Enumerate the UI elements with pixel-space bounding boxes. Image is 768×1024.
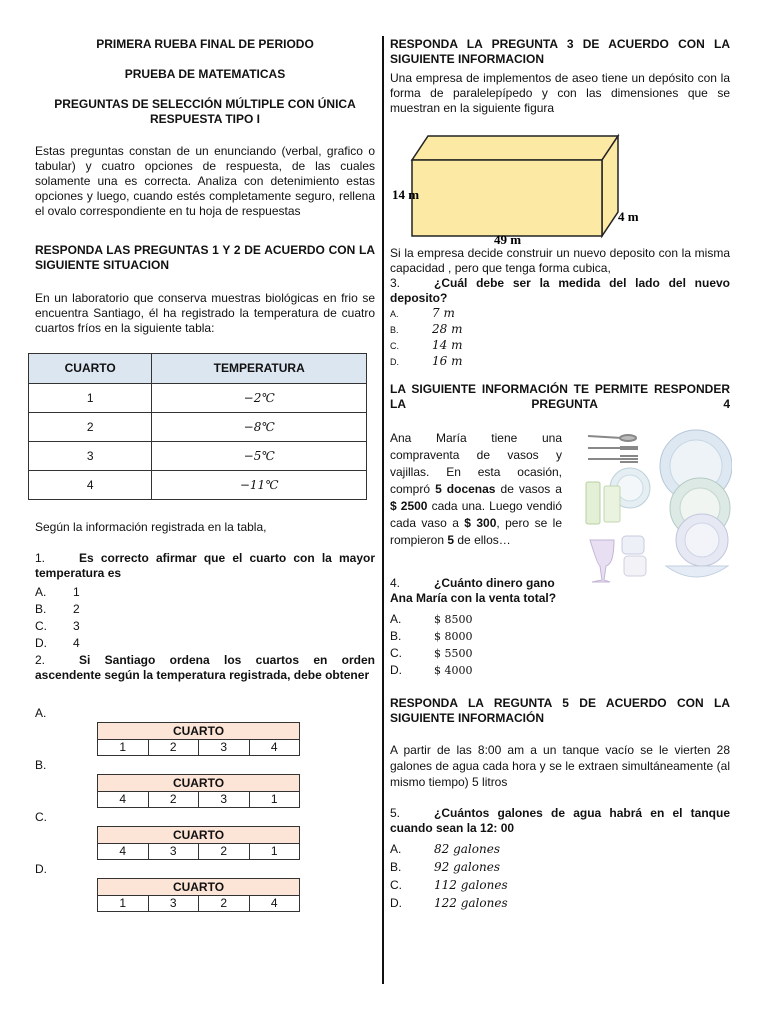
option-b-table[interactable] (97, 774, 300, 808)
option-a-letter[interactable]: A. (35, 706, 47, 720)
mini-table-cell: 2 (148, 792, 199, 808)
section-3-heading: RESPONDA LA PREGUNTA 3 DE ACUERDO CON LA SIGUIENTE INFORMACION (390, 37, 730, 66)
mini-table-cell: 3 (148, 844, 199, 860)
question-4-text: ¿Cuánto dinero gano Ana María con la venta total? (390, 576, 557, 605)
mini-table-cell: 1 (98, 740, 149, 756)
box-top-face (412, 136, 618, 160)
question-1 (35, 551, 375, 581)
option-c-table[interactable] (97, 826, 300, 860)
table-header-cuarto: CUARTO (29, 354, 152, 384)
option-d[interactable]: D. $ 4000 (390, 663, 473, 677)
subject-title: PRUEBA DE MATEMATICAS (124, 67, 286, 81)
option-b[interactable]: B. $ 8000 (390, 629, 473, 643)
option-b[interactable]: B. 28 m (390, 322, 463, 336)
option-d[interactable]: D. 122 galones (390, 896, 508, 910)
option-b-letter[interactable]: B. (35, 758, 47, 772)
cell-temperature: −8℃ (152, 413, 367, 442)
option-a[interactable]: A. 7 m (390, 306, 455, 320)
mini-table-cell: 1 (249, 792, 300, 808)
width-label: 49 m (494, 232, 522, 247)
option-d[interactable]: D. 4 (35, 636, 80, 650)
option-a-table[interactable] (97, 722, 300, 756)
question-1-number: 1. (35, 551, 46, 565)
option-d[interactable]: D. 16 m (390, 354, 463, 368)
question-5 (390, 806, 730, 836)
question-2-text: Si Santiago ordena los cuartos en orden ascendente según la temperatura registrada, debe obtener (35, 653, 375, 682)
question-3-number: 3. (390, 276, 401, 290)
mini-table-header: CUARTO (98, 879, 300, 896)
question-2-number: 2. (35, 653, 46, 667)
mini-table-cell: 2 (148, 740, 199, 756)
question-4-context: Ana María tiene una compraventa de vasos y vajillas. En esta ocasión, compró 5 docenas de vasos a $ 2500 cada una. Luego vendió cada vaso a $ 300, pero se le rompieron 5 de ellos… (390, 431, 563, 547)
mini-table-header: CUARTO (98, 723, 300, 740)
table-row (29, 413, 367, 442)
mini-table-cell: 4 (98, 844, 149, 860)
option-c[interactable]: C. 112 galones (390, 878, 508, 892)
mini-table-cell: 2 (199, 896, 250, 912)
situation-paragraph: En un laboratorio que conserva muestras biológicas en frio se encuentra Santiago, él ha registrado la temperatura de cuatro cuartos fríos en la siguiente tabla: (35, 291, 375, 335)
box-figure (390, 126, 650, 248)
cell-temperature: −2℃ (152, 384, 367, 413)
question-type-title: PREGUNTAS DE SELECCIÓN MÚLTIPLE CON ÚNICA RESPUESTA TIPO I (54, 97, 356, 126)
option-b[interactable]: B. 92 galones (390, 860, 500, 874)
exam-title: PRIMERA RUEBA FINAL DE PERIODO (96, 37, 314, 51)
mini-table-header: CUARTO (98, 827, 300, 844)
question-5-context: A partir de las 8:00 am a un tanque vacío se le vierten 28 galones de agua cada hora y se le extraen simultáneamente (al mismo tiempo) 5 litros (390, 743, 730, 789)
temperature-table (28, 353, 367, 500)
option-a[interactable]: A. 1 (35, 585, 80, 599)
option-c-letter[interactable]: C. (35, 810, 47, 824)
option-c[interactable]: C. 14 m (390, 338, 463, 352)
mini-table-cell: 1 (249, 844, 300, 860)
option-d-letter[interactable]: D. (35, 862, 47, 876)
mini-table-cell: 4 (249, 740, 300, 756)
option-a[interactable]: A. 82 galones (390, 842, 500, 856)
question-3-after: Si la empresa decide construir un nuevo deposito con la misma capacidad , pero que tenga forma cubica, (390, 246, 730, 275)
cell-cuarto: 2 (29, 413, 152, 442)
column-divider (382, 36, 384, 984)
cell-temperature: −5℃ (152, 442, 367, 471)
mini-table-cell: 3 (148, 896, 199, 912)
option-c[interactable]: C. 3 (35, 619, 80, 633)
mini-table-cell: 1 (98, 896, 149, 912)
cell-cuarto: 1 (29, 384, 152, 413)
mini-table-cell: 2 (199, 844, 250, 860)
question-2 (35, 653, 375, 683)
option-d-table[interactable] (97, 878, 300, 912)
table-header-temperatura: TEMPERATURA (152, 354, 367, 384)
table-row (29, 471, 367, 500)
instructions-paragraph: Estas preguntas constan de un enunciando (verbal, grafico o tabular) y cuatro opciones de respuesta, de las cuales solamente una es correcta. Analiza con detenimiento estas opciones y luego, cuando estés completamente seguro, rellena el ovalo correspondiente en tu hoja de respuestas (35, 144, 375, 218)
depth-label: 4 m (618, 209, 639, 224)
question-5-number: 5. (390, 806, 401, 820)
mini-table-header: CUARTO (98, 775, 300, 792)
tableware-illustration (584, 428, 732, 588)
mini-table-cell: 3 (199, 792, 250, 808)
mini-table-cell: 3 (199, 740, 250, 756)
option-c[interactable]: C. $ 5500 (390, 646, 473, 660)
option-a[interactable]: A. $ 8500 (390, 612, 473, 626)
question-5-text: ¿Cuántos galones de agua habrá en el tanque cuando sean la 12: 00 (390, 806, 730, 835)
question-3 (390, 276, 730, 306)
cutlery-icon (588, 435, 638, 462)
table-row (29, 442, 367, 471)
question-3-context: Una empresa de implementos de aseo tiene un depósito con la forma de paralelepípedo y con las dimensiones que se muestran en la siguiente figura (390, 71, 730, 115)
cell-cuarto: 4 (29, 471, 152, 500)
section-1-heading: RESPONDA LAS PREGUNTAS 1 Y 2 DE ACUERDO CON LA SIGUIENTE SITUACION (35, 243, 375, 272)
box-front-face (412, 160, 602, 236)
mini-table-cell: 4 (249, 896, 300, 912)
cell-cuarto: 3 (29, 442, 152, 471)
question-4 (390, 576, 580, 606)
mini-table-cell: 4 (98, 792, 149, 808)
question-1-text: Es correcto afirmar que el cuarto con la mayor temperatura es (35, 551, 375, 580)
question-3-text: ¿Cuál debe ser la medida del lado del nuevo deposito? (390, 276, 730, 305)
table-row (29, 384, 367, 413)
cell-temperature: −11℃ (152, 471, 367, 500)
section-4-heading: LA SIGUIENTE INFORMACIÓN TE PERMITE RESPONDER LA PREGUNTA 4 (390, 382, 730, 411)
height-label: 14 m (392, 187, 420, 202)
after-table-text: Según la información registrada en la tabla, (35, 520, 267, 534)
option-b[interactable]: B. 2 (35, 602, 80, 616)
question-4-number: 4. (390, 576, 401, 590)
section-5-heading: RESPONDA LA REGUNTA 5 DE ACUERDO CON LA SIGUIENTE INFORMACIÓN (390, 696, 730, 725)
